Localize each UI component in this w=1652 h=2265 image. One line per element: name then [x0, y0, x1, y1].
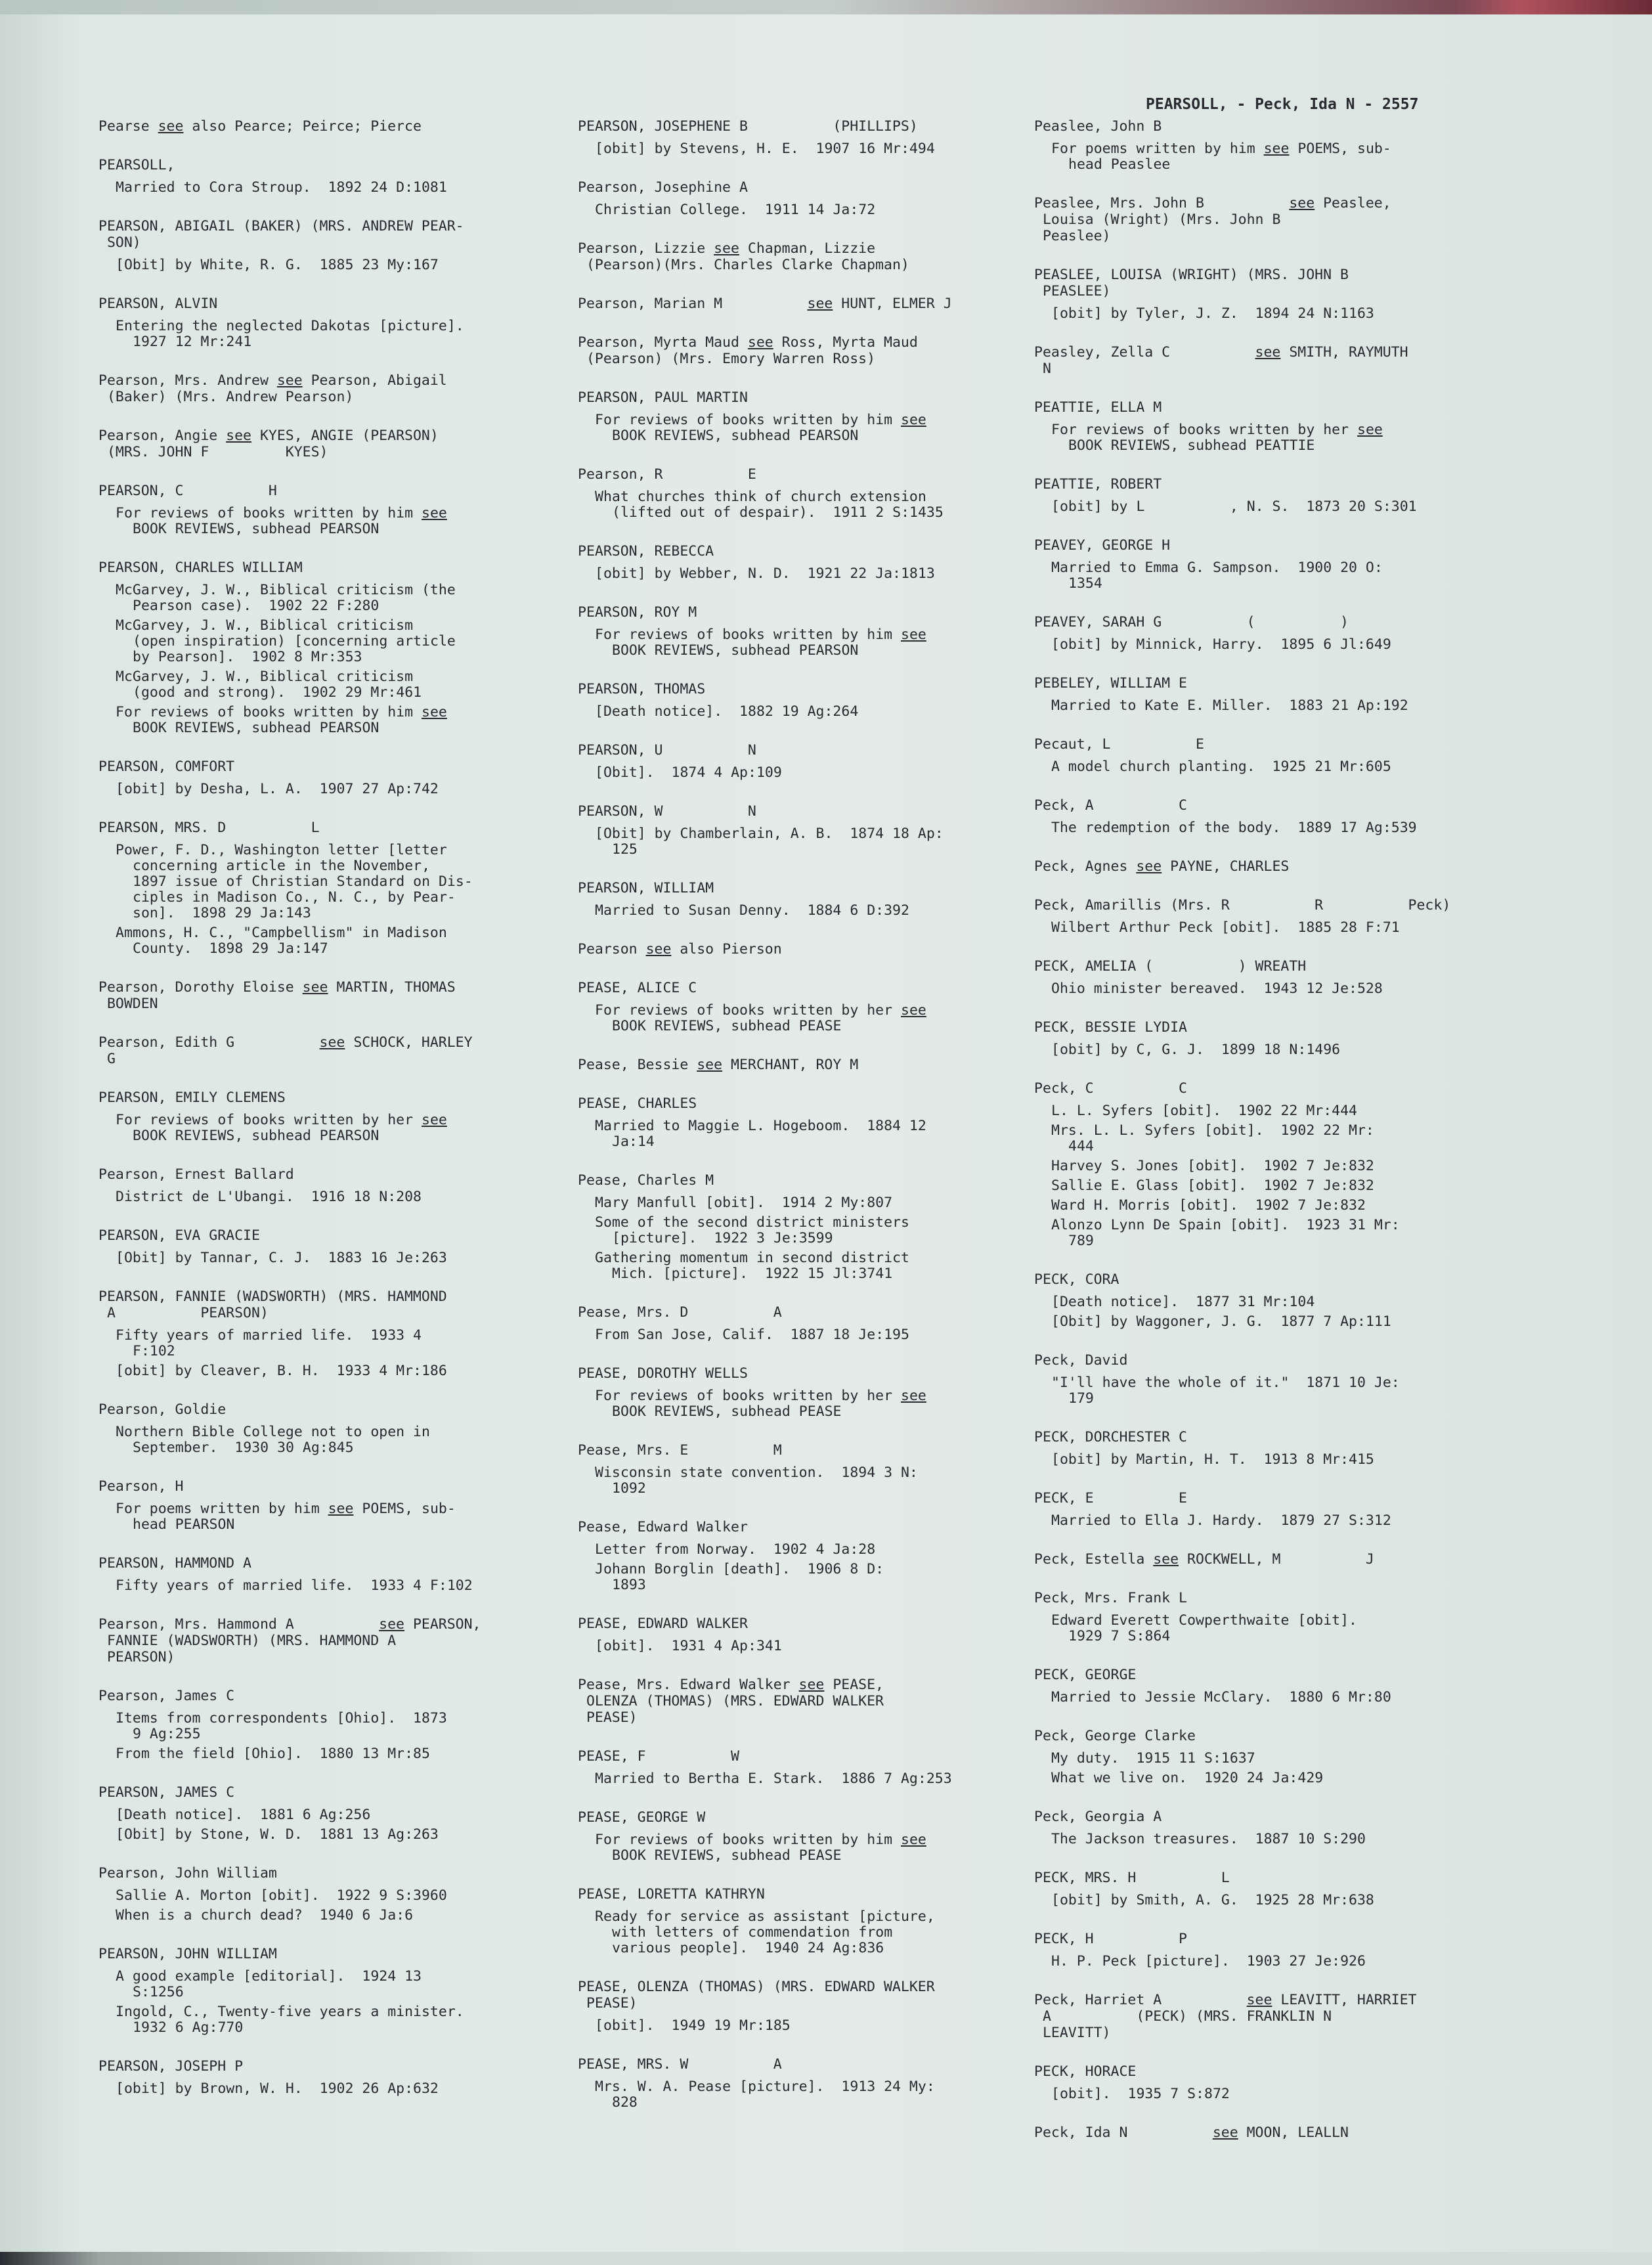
index-entry [98, 1946, 571, 2036]
entry-heading: Pearson, Ernest Ballard [98, 1166, 294, 1183]
see-reference: see [1136, 858, 1162, 875]
entry-citation: Married to Emma G. Sampson. 1900 20 O: 1354 [1051, 560, 1383, 592]
index-entry [98, 157, 571, 196]
entry-citation: [obit] by C, G. J. 1899 18 N:1496 [1051, 1042, 1341, 1058]
entry-heading: Peck, C C [1034, 1080, 1187, 1097]
entry-citation: McGarvey, J. W., Biblical criticism (good and strong). 1902 29 Mr:461 [116, 669, 422, 701]
entry-heading: PEARSON, JAMES C [98, 1784, 235, 1801]
entry-citation: [obit] by Tyler, J. Z. 1894 24 N:1163 [1051, 305, 1374, 322]
entry-heading: PEASE, DOROTHY WELLS [578, 1365, 748, 1382]
index-entry [578, 1616, 1051, 1654]
entry-heading: PEARSON, EMILY CLEMENS [98, 1089, 286, 1106]
see-reference: see [379, 1616, 404, 1633]
index-entry [578, 880, 1051, 919]
entry-heading: Peck, Agnes see PAYNE, CHARLES [1034, 858, 1290, 875]
index-entry [578, 466, 1051, 521]
see-reference: see [901, 1832, 926, 1848]
index-entry [1034, 195, 1507, 244]
index-entry [578, 1979, 1051, 2034]
entry-citation: Married to Susan Denny. 1884 6 D:392 [595, 902, 909, 919]
index-entry [98, 428, 571, 460]
entry-heading: PEARSON, FANNIE (WADSWORTH) (MRS. HAMMOND A PEARSON) [98, 1288, 447, 1321]
index-entry [578, 1886, 1051, 1956]
index-entry [578, 681, 1051, 720]
entry-citation: Harvey S. Jones [obit]. 1902 7 Je:832 [1051, 1158, 1374, 1174]
see-reference: see [1263, 141, 1290, 157]
entry-citation: [obit]. 1949 19 Mr:185 [595, 2017, 791, 2034]
entry-citation: Alonzo Lynn De Spain [obit]. 1923 31 Mr: 789 [1051, 1217, 1400, 1249]
entry-citation: Ready for service as assistant [picture, with letters of commendation from various people]. 1940 24 Ag:836 [595, 1908, 935, 1956]
entry-heading: Peck, David [1034, 1352, 1128, 1369]
entry-citation: A good example [editorial]. 1924 13 S:1256 [116, 1968, 422, 2000]
index-entry [578, 240, 1051, 273]
index-entry [98, 483, 571, 537]
entry-heading: Pease, Edward Walker [578, 1519, 748, 1535]
see-reference: see [645, 941, 672, 957]
entry-heading: Pease, Mrs. E M [578, 1442, 782, 1459]
index-entry [578, 543, 1051, 582]
entry-citation: [obit] by L , N. S. 1873 20 S:301 [1051, 498, 1417, 515]
entry-citation: Christian College. 1911 14 Ja:72 [595, 202, 876, 218]
entry-citation: My duty. 1915 11 S:1637 [1051, 1750, 1255, 1767]
index-column-3 [1034, 118, 1507, 2163]
entry-citation: Ammons, H. C., "Campbellism" in Madison County. 1898 29 Ja:147 [116, 925, 447, 957]
entry-heading: Pearson, Dorothy Eloise see MARTIN, THOMAS BOWDEN [98, 979, 456, 1012]
index-entry [578, 604, 1051, 659]
entry-heading: Pearson, Mrs. Hammond A see PEARSON, FANNIE (WADSWORTH) (MRS. HAMMOND A PEARSON) [98, 1616, 481, 1665]
entry-citation: [obit] by Minnick, Harry. 1895 6 Jl:649 [1051, 636, 1391, 653]
entry-heading: Pearson, Marian M see HUNT, ELMER J [578, 296, 952, 312]
entry-heading: PEASE, ALICE C [578, 980, 697, 996]
entry-citation: Mary Manfull [obit]. 1914 2 My:807 [595, 1195, 893, 1211]
index-entry [98, 296, 571, 350]
entry-heading: PEAVEY, GEORGE H [1034, 537, 1171, 554]
see-reference: see [226, 428, 252, 444]
entry-heading: Pearson, H [98, 1478, 184, 1495]
entry-heading: Pease, Mrs. Edward Walker see PEASE, OLENZA (THOMAS) (MRS. EDWARD WALKER PEASE) [578, 1677, 884, 1726]
entry-heading: PEARSON, W N [578, 803, 756, 820]
entry-heading: PEARSON, ABIGAIL (BAKER) (MRS. ANDREW PEAR- SON) [98, 218, 464, 251]
entry-citation: Mrs. L. L. Syfers [obit]. 1902 22 Mr: 444 [1051, 1122, 1374, 1154]
index-entry [98, 1227, 571, 1266]
entry-citation: [Death notice]. 1877 31 Mr:104 [1051, 1294, 1315, 1310]
entry-heading: PEARSON, EVA GRACIE [98, 1227, 260, 1244]
entry-citation: [Obit]. 1874 4 Ap:109 [595, 764, 782, 781]
entry-citation: For reviews of books written by him see BOOK REVIEWS, subhead PEASE [595, 1832, 926, 1864]
index-entry [98, 759, 571, 797]
entry-heading: PEAVEY, SARAH G ( ) [1034, 614, 1349, 630]
index-entry [578, 1442, 1051, 1497]
index-entry [578, 1748, 1051, 1787]
index-entry [578, 179, 1051, 218]
entry-citation: Northern Bible College not to open in September. 1930 30 Ag:845 [116, 1424, 430, 1456]
index-entry [1034, 858, 1507, 875]
entry-citation: [obit] by Stevens, H. E. 1907 16 Mr:494 [595, 141, 935, 157]
see-reference: see [807, 296, 833, 312]
index-entry [1034, 1551, 1507, 1568]
entry-heading: Peck, Estella see ROCKWELL, M J [1034, 1551, 1374, 1568]
index-entry [98, 1478, 571, 1533]
index-entry [578, 118, 1051, 157]
running-head-left: PEARSOLL, [1146, 96, 1237, 113]
index-entry [578, 1095, 1051, 1150]
entry-heading: PEASE, F W [578, 1748, 739, 1765]
entry-heading: PEARSON, HAMMOND A [98, 1555, 251, 1572]
index-entry [578, 1365, 1051, 1420]
entry-heading: PEBELEY, WILLIAM E [1034, 675, 1187, 692]
index-entry [578, 803, 1051, 858]
entry-citation: Married to Kate E. Miller. 1883 21 Ap:192 [1051, 697, 1408, 714]
index-entry [578, 1057, 1051, 1073]
index-entry [98, 118, 571, 135]
entry-citation: Items from correspondents [Ohio]. 1873 9 Ag:255 [116, 1710, 447, 1742]
entry-citation: Married to Ella J. Hardy. 1879 27 S:312 [1051, 1512, 1391, 1529]
see-reference: see [1357, 422, 1383, 438]
index-entry [98, 1616, 571, 1665]
entry-citation: [obit]. 1931 4 Ap:341 [595, 1638, 782, 1654]
index-entry [1034, 1429, 1507, 1468]
index-entry [578, 980, 1051, 1034]
entry-citation: McGarvey, J. W., Biblical criticism (open inspiration) [concerning article by Pearson]. 1902 8 Mr:353 [116, 617, 456, 665]
see-reference: see [901, 627, 926, 643]
entry-citation: District de L'Ubangi. 1916 18 N:208 [116, 1189, 422, 1205]
see-reference: see [1212, 2124, 1238, 2141]
index-entry [578, 1809, 1051, 1864]
entry-citation: For reviews of books written by her see BOOK REVIEWS, subhead PEASE [595, 1388, 926, 1420]
entry-citation: When is a church dead? 1940 6 Ja:6 [116, 1907, 414, 1924]
entry-citation: Entering the neglected Dakotas [picture]. 1927 12 Mr:241 [116, 318, 464, 350]
entry-heading: PECK, E E [1034, 1490, 1187, 1506]
entry-citation: From the field [Ohio]. 1880 13 Mr:85 [116, 1746, 430, 1762]
entry-heading: PEATTIE, ROBERT [1034, 476, 1162, 493]
entry-heading: Peasley, Zella C see SMITH, RAYMUTH N [1034, 344, 1408, 377]
entry-citation: Gathering momentum in second district Mich. [picture]. 1922 15 Jl:3741 [595, 1250, 909, 1282]
entry-heading: Pearson, Goldie [98, 1401, 227, 1418]
index-entry [578, 941, 1051, 957]
index-entry [98, 979, 571, 1012]
index-entry [1034, 1590, 1507, 1644]
entry-heading: PEASE, EDWARD WALKER [578, 1616, 748, 1632]
index-column-2 [578, 118, 1051, 2133]
entry-heading: PEARSON, C H [98, 483, 277, 499]
index-entry [1034, 1271, 1507, 1330]
index-entry [98, 218, 571, 273]
entry-heading: Peck, George Clarke [1034, 1728, 1196, 1744]
entry-heading: Pearson, Mrs. Andrew see Pearson, Abigail (Baker) (Mrs. Andrew Pearson) [98, 372, 447, 405]
entry-citation: "I'll have the whole of it." 1871 10 Je: 179 [1051, 1374, 1400, 1407]
index-entry [98, 1089, 571, 1144]
entry-citation: For reviews of books written by her see BOOK REVIEWS, subhead PEASE [595, 1002, 926, 1034]
index-entry [1034, 1080, 1507, 1249]
entry-citation: Letter from Norway. 1902 4 Ja:28 [595, 1541, 876, 1558]
entry-heading: PECK, CORA [1034, 1271, 1119, 1288]
entry-citation: [obit] by Brown, W. H. 1902 26 Ap:632 [116, 2080, 439, 2097]
index-entry [1034, 1352, 1507, 1407]
index-entry [98, 1401, 571, 1456]
entry-citation: H. P. Peck [picture]. 1903 27 Je:926 [1051, 1953, 1366, 1969]
entry-heading: Pease, Charles M [578, 1172, 714, 1189]
entry-heading: Pearse see also Pearce; Peirce; Pierce [98, 118, 422, 135]
entry-heading: Peaslee, Mrs. John B see Peaslee, Louisa (Wright) (Mrs. John B Peaslee) [1034, 195, 1391, 244]
index-entry [1034, 118, 1507, 173]
index-entry [98, 1166, 571, 1205]
index-entry [578, 1172, 1051, 1282]
index-entry [1034, 797, 1507, 836]
entry-heading: Peck, Ida N see MOON, LEALLN [1034, 2124, 1349, 2141]
entry-citation: For poems written by him see POEMS, sub- head Peaslee [1051, 141, 1391, 173]
entry-heading: PEARSOLL, [98, 157, 175, 173]
entry-heading: Pecaut, L E [1034, 736, 1204, 753]
index-entry [578, 389, 1051, 444]
entry-citation: The Jackson treasures. 1887 10 S:290 [1051, 1831, 1366, 1847]
entry-heading: PEARSON, JOHN WILLIAM [98, 1946, 277, 1962]
entry-heading: Pease, Bessie see MERCHANT, ROY M [578, 1057, 859, 1073]
index-entry [578, 334, 1051, 367]
index-entry [578, 296, 1051, 312]
entry-citation: For reviews of books written by him see BOOK REVIEWS, subhead PEARSON [595, 412, 926, 444]
entry-heading: Pearson, Josephine A [578, 179, 748, 196]
index-entry [1034, 1870, 1507, 1908]
entry-heading: PEARSON, THOMAS [578, 681, 706, 697]
see-reference: see [1153, 1551, 1179, 1568]
entry-citation: Sallie A. Morton [obit]. 1922 9 S:3960 [116, 1887, 447, 1904]
index-entry [1034, 1019, 1507, 1058]
entry-citation: Married to Jessie McClary. 1880 6 Mr:80 [1051, 1689, 1391, 1705]
index-entry [1034, 1992, 1507, 2041]
see-reference: see [901, 1002, 926, 1019]
entry-heading: Pearson, James C [98, 1688, 235, 1704]
index-entry [1034, 1728, 1507, 1786]
entry-citation: L. L. Syfers [obit]. 1902 22 Mr:444 [1051, 1103, 1357, 1119]
entry-heading: Pearson, Edith G see SCHOCK, HARLEY G [98, 1034, 473, 1067]
entry-citation: Edward Everett Cowperthwaite [obit]. 1929 7 S:864 [1051, 1612, 1357, 1644]
entry-citation: [obit] by Cleaver, B. H. 1933 4 Mr:186 [116, 1363, 447, 1379]
entry-heading: Pearson, Lizzie see Chapman, Lizzie (Pearson)(Mrs. Charles Clarke Chapman) [578, 240, 909, 273]
entry-citation: Sallie E. Glass [obit]. 1902 7 Je:832 [1051, 1177, 1374, 1194]
see-reference: see [1246, 1992, 1272, 2008]
entry-citation: Ward H. Morris [obit]. 1902 7 Je:832 [1051, 1197, 1366, 1214]
entry-citation: A model church planting. 1925 21 Mr:605 [1051, 759, 1391, 775]
index-entry [98, 1784, 571, 1843]
entry-heading: PEARSON, ALVIN [98, 296, 218, 312]
index-entry [1034, 1667, 1507, 1705]
index-entry [98, 1865, 571, 1924]
entry-heading: PECK, HORACE [1034, 2063, 1137, 2080]
entry-heading: PECK, GEORGE [1034, 1667, 1137, 1683]
index-entry [1034, 1809, 1507, 1847]
entry-heading: Peck, Georgia A [1034, 1809, 1162, 1825]
entry-citation: [obit]. 1935 7 S:872 [1051, 2086, 1230, 2102]
entry-heading: Pearson see also Pierson [578, 941, 782, 957]
entry-heading: PEATTIE, ELLA M [1034, 399, 1162, 416]
entry-heading: PEASE, LORETTA KATHRYN [578, 1886, 765, 1902]
see-reference: see [798, 1677, 825, 1693]
index-entry [1034, 675, 1507, 714]
entry-heading: PEARSON, ROY M [578, 604, 697, 621]
index-entry [1034, 614, 1507, 653]
entry-citation: Married to Bertha E. Stark. 1886 7 Ag:253 [595, 1770, 952, 1787]
entry-citation: [obit] by Webber, N. D. 1921 22 Ja:1813 [595, 565, 935, 582]
index-entry [98, 372, 571, 405]
entry-citation: Married to Cora Stroup. 1892 24 D:1081 [116, 179, 447, 196]
entry-heading: Pearson, Myrta Maud see Ross, Myrta Maud (Pearson) (Mrs. Emory Warren Ross) [578, 334, 918, 367]
see-reference: see [1255, 344, 1281, 361]
entry-citation: [Obit] by Chamberlain, A. B. 1874 18 Ap: 125 [595, 825, 944, 858]
index-entry [1034, 537, 1507, 592]
entry-heading: PEASE, OLENZA (THOMAS) (MRS. EDWARD WALKER PEASE) [578, 1979, 935, 2012]
entry-citation: Some of the second district ministers [picture]. 1922 3 Je:3599 [595, 1214, 909, 1246]
entry-heading: PEASE, GEORGE W [578, 1809, 706, 1826]
index-column-1 [98, 118, 571, 2119]
entry-heading: PEARSON, WILLIAM [578, 880, 714, 896]
entry-heading: PEARSON, PAUL MARTIN [578, 389, 748, 406]
entry-heading: Pearson, R E [578, 466, 756, 483]
index-entry [578, 1304, 1051, 1343]
entry-citation: [obit] by Smith, A. G. 1925 28 Mr:638 [1051, 1892, 1374, 1908]
index-entry [98, 1034, 571, 1067]
entry-heading: PECK, MRS. H L [1034, 1870, 1230, 1886]
entry-heading: Peck, Amarillis (Mrs. R R Peck) [1034, 897, 1451, 913]
index-entry [1034, 399, 1507, 454]
entry-heading: Peaslee, John B [1034, 118, 1162, 135]
entry-citation: For reviews of books written by him see BOOK REVIEWS, subhead PEARSON [116, 505, 447, 537]
see-reference: see [302, 979, 328, 996]
entry-citation: Ingold, C., Twenty-five years a minister. 1932 6 Ag:770 [116, 2004, 464, 2036]
entry-heading: Peck, Mrs. Frank L [1034, 1590, 1187, 1606]
entry-heading: PEARSON, JOSEPHENE B (PHILLIPS) [578, 118, 918, 135]
entry-citation: What churches think of church extension (lifted out of despair). 1911 2 S:1435 [595, 489, 944, 521]
entry-citation: For reviews of books written by him see BOOK REVIEWS, subhead PEARSON [595, 627, 926, 659]
entry-heading: PEARSON, JOSEPH P [98, 2058, 244, 2075]
index-entry [578, 1519, 1051, 1593]
entry-heading: Pease, Mrs. D A [578, 1304, 782, 1321]
index-entry [1034, 476, 1507, 515]
see-reference: see [714, 240, 739, 257]
see-reference: see [747, 334, 773, 351]
entry-heading: Pearson, Angie see KYES, ANGIE (PEARSON) (MRS. JOHN F KYES) [98, 428, 439, 460]
entry-citation: Fifty years of married life. 1933 4 F:102 [116, 1577, 473, 1594]
see-reference: see [697, 1057, 723, 1073]
index-entry [1034, 1490, 1507, 1529]
running-head-right: - Peck, Ida N - 2557 [1236, 96, 1419, 113]
see-reference: see [901, 412, 926, 428]
entry-heading: PEARSON, COMFORT [98, 759, 235, 775]
running-head [1146, 96, 1540, 113]
index-entry [1034, 267, 1507, 322]
see-reference: see [328, 1501, 354, 1517]
entry-citation: Fifty years of married life. 1933 4 F:102 [116, 1327, 422, 1359]
entry-heading: PEARSON, U N [578, 742, 756, 759]
entry-citation: What we live on. 1920 24 Ja:429 [1051, 1770, 1324, 1786]
scan-bottom-edge [0, 2252, 1652, 2265]
entry-citation: [obit] by Martin, H. T. 1913 8 Mr:415 [1051, 1451, 1374, 1468]
index-entry [98, 2058, 571, 2097]
entry-citation: Mrs. W. A. Pease [picture]. 1913 24 My: 828 [595, 2078, 935, 2111]
entry-citation: [Obit] by White, R. G. 1885 23 My:167 [116, 257, 439, 273]
entry-citation: The redemption of the body. 1889 17 Ag:539 [1051, 820, 1417, 836]
index-entry [578, 1677, 1051, 1726]
index-entry [1034, 736, 1507, 775]
index-entry [98, 1688, 571, 1762]
entry-citation: [Death notice]. 1882 19 Ag:264 [595, 703, 859, 720]
entry-heading: PECK, DORCHESTER C [1034, 1429, 1187, 1445]
entry-heading: PEARSON, CHARLES WILLIAM [98, 560, 303, 576]
entry-citation: [obit] by Desha, L. A. 1907 27 Ap:742 [116, 781, 439, 797]
see-reference: see [1289, 195, 1315, 211]
entry-citation: Ohio minister bereaved. 1943 12 Je:528 [1051, 980, 1383, 997]
entry-heading: Pearson, John William [98, 1865, 277, 1881]
see-reference: see [158, 118, 184, 135]
index-entry [98, 560, 571, 736]
scan-top-edge [0, 0, 1652, 14]
index-entry [1034, 1931, 1507, 1969]
entry-citation: McGarvey, J. W., Biblical criticism (the Pearson case). 1902 22 F:280 [116, 582, 456, 614]
see-reference: see [422, 505, 447, 521]
index-entry [1034, 344, 1507, 377]
entry-heading: Peck, Harriet A see LEAVITT, HARRIET A (PECK) (MRS. FRANKLIN N LEAVITT) [1034, 1992, 1417, 2041]
see-reference: see [276, 372, 303, 389]
entry-heading: PECK, H P [1034, 1931, 1187, 1947]
entry-citation: For poems written by him see POEMS, sub- head PEARSON [116, 1501, 456, 1533]
see-reference: see [901, 1388, 926, 1404]
entry-heading: Peck, A C [1034, 797, 1187, 814]
entry-citation: Wilbert Arthur Peck [obit]. 1885 28 F:71 [1051, 919, 1400, 936]
entry-heading: PEASE, CHARLES [578, 1095, 697, 1112]
entry-citation: Wisconsin state convention. 1894 3 N: 1092 [595, 1464, 918, 1497]
entry-citation: [Obit] by Stone, W. D. 1881 13 Ag:263 [116, 1826, 439, 1843]
entry-heading: PEASLEE, LOUISA (WRIGHT) (MRS. JOHN B PEASLEE) [1034, 267, 1349, 299]
index-entry [578, 2056, 1051, 2111]
entry-citation: For reviews of books written by him see BOOK REVIEWS, subhead PEARSON [116, 704, 447, 736]
entry-citation: For reviews of books written by her see BOOK REVIEWS, subhead PEATTIE [1051, 422, 1383, 454]
index-entry [578, 742, 1051, 781]
entry-citation: [Obit] by Waggoner, J. G. 1877 7 Ap:111 [1051, 1313, 1391, 1330]
see-reference: see [422, 1112, 447, 1128]
entry-citation: From San Jose, Calif. 1887 18 Je:195 [595, 1327, 909, 1343]
entry-citation: Married to Maggie L. Hogeboom. 1884 12 Ja:14 [595, 1118, 926, 1150]
index-entry [1034, 958, 1507, 997]
index-entry [1034, 2063, 1507, 2102]
index-entry [1034, 2124, 1507, 2141]
index-entry [1034, 897, 1507, 936]
entry-citation: Power, F. D., Washington letter [letter concerning article in the November, 1897 issue of Christian Standard on Dis- ciples in Madison Co., N. C., by Pear- son]. 1898 29 Ja:143 [116, 842, 473, 921]
entry-heading: PECK, BESSIE LYDIA [1034, 1019, 1187, 1036]
entry-citation: For reviews of books written by her see BOOK REVIEWS, subhead PEARSON [116, 1112, 447, 1144]
entry-heading: PECK, AMELIA ( ) WREATH [1034, 958, 1307, 975]
entry-citation: Johann Borglin [death]. 1906 8 D: 1893 [595, 1561, 884, 1593]
entry-heading: PEARSON, REBECCA [578, 543, 714, 560]
index-entry [98, 1288, 571, 1379]
see-reference: see [422, 704, 447, 720]
entry-heading: PEASE, MRS. W A [578, 2056, 782, 2073]
entry-citation: [Obit] by Tannar, C. J. 1883 16 Je:263 [116, 1250, 447, 1266]
see-reference: see [319, 1034, 345, 1051]
entry-citation: [Death notice]. 1881 6 Ag:256 [116, 1807, 371, 1823]
entry-heading: PEARSON, MRS. D L [98, 820, 320, 836]
index-entry [98, 820, 571, 957]
index-entry [98, 1555, 571, 1594]
